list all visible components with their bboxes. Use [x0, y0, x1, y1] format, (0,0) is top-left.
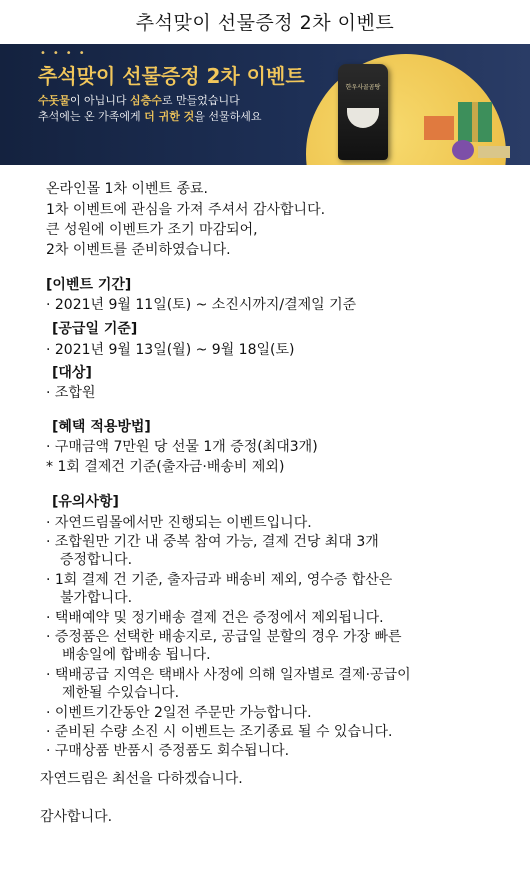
- supply-date-item: · 2021년 9월 13일(월) ~ 9월 18일(토): [46, 342, 295, 358]
- event-period-item: · 2021년 9월 11일(토) ~ 소진시까지/결제일 기준: [46, 297, 357, 313]
- note-line-8: 배송일에 합배송 됩니다.: [62, 647, 211, 663]
- benefit-item-2: * 1회 결제건 기준(출자금·배송비 제외): [46, 459, 285, 475]
- gift-box-beige: [478, 146, 510, 158]
- gift-box-orange: [424, 116, 454, 140]
- note-line-11: · 이벤트기간동안 2일전 주문만 가능합니다.: [46, 705, 312, 721]
- note-line-2: · 조합원만 기간 내 중복 참여 가능, 결제 건당 최대 3개: [46, 534, 379, 550]
- banner-hl-2: 심층수: [130, 94, 162, 107]
- banner-text-4: 을 선물하세요: [194, 110, 262, 123]
- target-item: · 조합원: [46, 385, 96, 401]
- benefit-item-1: · 구매금액 7만원 당 선물 1개 증정(최대3개): [46, 439, 318, 455]
- note-line-1: · 자연드림몰에서만 진행되는 이벤트입니다.: [46, 515, 312, 531]
- supply-date-heading: [공급일 기준]: [52, 321, 138, 337]
- benefit-heading: [혜택 적용방법]: [52, 419, 151, 435]
- banner-hl-1: 수돗물: [38, 94, 70, 107]
- intro-line-2: 1차 이벤트에 관심을 가져 주셔서 감사합니다.: [46, 202, 326, 218]
- closing-line-2: 감사합니다.: [40, 809, 113, 825]
- banner-line-2: [38, 108, 262, 124]
- note-line-4: · 1회 결제 건 기준, 출자금과 배송비 제외, 영수증 합산은: [46, 572, 393, 588]
- note-line-6: · 택배예약 및 정기배송 결제 건은 증정에서 제외됩니다.: [46, 610, 384, 626]
- event-banner: [0, 44, 530, 165]
- product-label: 한우사골곰탕: [345, 84, 381, 91]
- note-line-5: 불가합니다.: [60, 590, 133, 606]
- note-line-9: · 택배공급 지역은 택배사 사정에 의해 일자별로 결제·공급이: [46, 667, 411, 683]
- notes-heading: [유의사항]: [52, 494, 119, 510]
- note-line-13: · 구매상품 반품시 증정품도 회수됩니다.: [46, 743, 290, 759]
- note-line-12: · 준비된 수량 소진 시 이벤트는 조기종료 될 수 있습니다.: [46, 724, 393, 740]
- bowl-graphic: [347, 108, 379, 128]
- banner-text-3: 추석에는 온 가족에게: [38, 110, 145, 123]
- banner-title: 추석맞이 선물증정 2차 이벤트: [38, 64, 305, 88]
- event-period-heading: [이벤트 기간]: [46, 277, 132, 293]
- page-title: 추석맞이 선물증정 2차 이벤트: [135, 12, 395, 34]
- intro-line-1: 온라인몰 1차 이벤트 종료.: [46, 181, 208, 197]
- gift-bag-purple: [452, 140, 474, 160]
- note-line-10: 제한될 수있습니다.: [62, 685, 180, 701]
- intro-line-3: 큰 성원에 이벤트가 조기 마감되어,: [46, 222, 258, 238]
- closing-line-1: 자연드림은 최선을 다하겠습니다.: [40, 771, 243, 787]
- intro-line-4: 2차 이벤트를 준비하였습니다.: [46, 242, 231, 258]
- banner-line-1: [38, 92, 240, 108]
- target-heading: [대상]: [52, 365, 92, 381]
- gift-box-green: [458, 102, 492, 142]
- banner-hl-3: 더 귀한 것: [144, 110, 195, 123]
- note-line-7: · 증정품은 선택한 배송지로, 공급일 분할의 경우 가장 빠른: [46, 629, 402, 645]
- note-line-3: 증정합니다.: [60, 552, 133, 568]
- banner-text-1: 이 아닙니다: [69, 94, 131, 107]
- dots-decoration: ••••: [40, 48, 92, 59]
- product-pouch: [338, 64, 388, 160]
- banner-text-2: 로 만들었습니다: [161, 94, 240, 107]
